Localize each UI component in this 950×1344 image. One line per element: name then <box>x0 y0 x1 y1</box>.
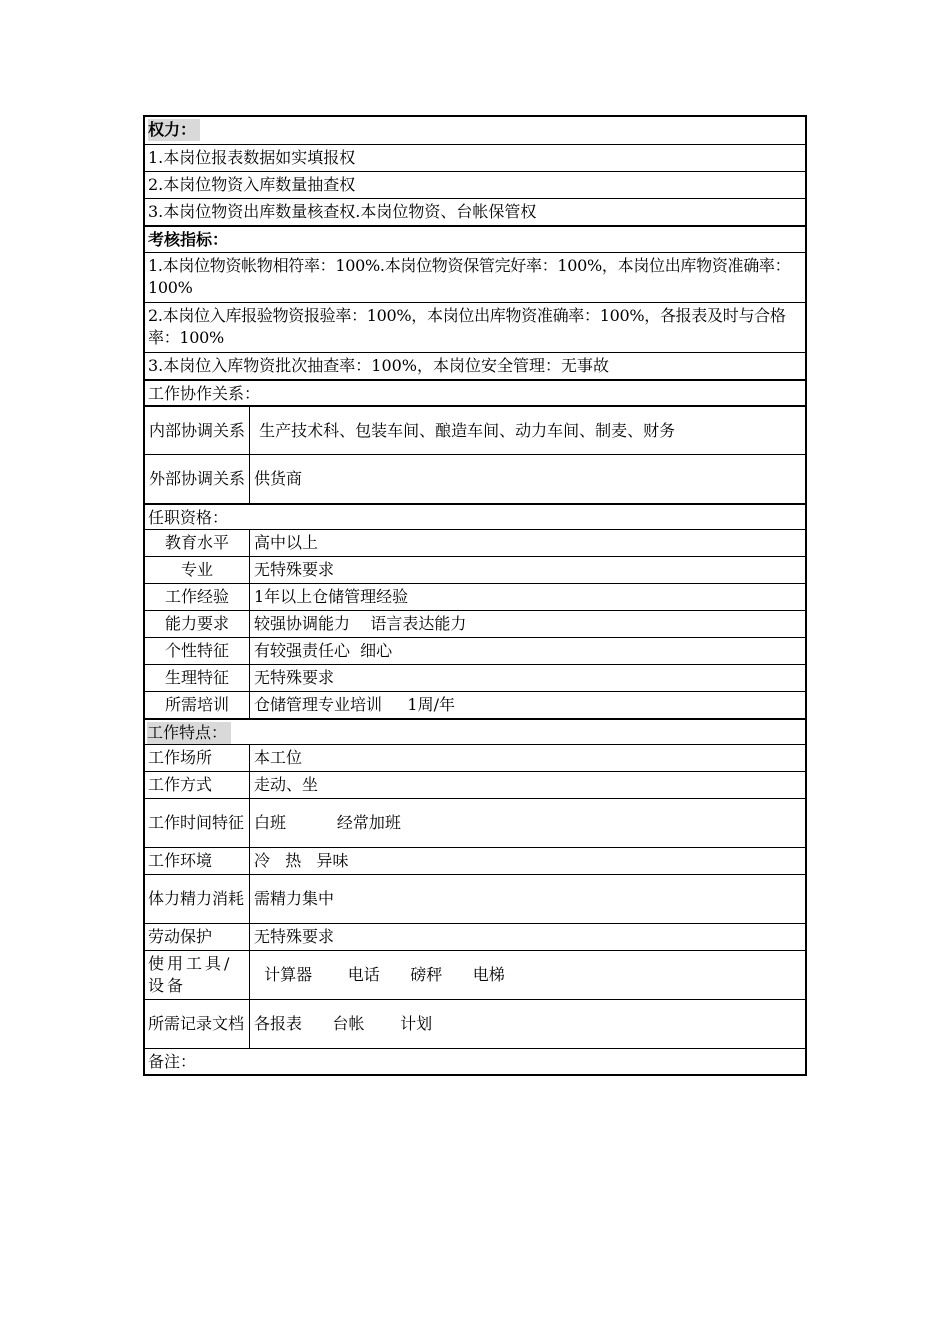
authority-header-row <box>145 117 805 144</box>
authority-item-1 <box>145 144 805 171</box>
energy-row <box>145 874 805 923</box>
authority-item-2 <box>145 171 805 198</box>
kpi-item-1 <box>145 252 805 302</box>
qualification-value: 高中以上 <box>254 533 319 552</box>
energy-value: 需精力集中 <box>254 889 335 908</box>
qualification-row <box>145 529 805 556</box>
job-description-table <box>143 115 807 1076</box>
qualification-value: 较强协调能力 语言表达能力 <box>254 614 467 633</box>
relations-title: 工作协作关系： <box>148 384 261 403</box>
work-env-value: 冷 热 异味 <box>254 851 349 870</box>
qualification-value: 无特殊要求 <box>254 668 335 687</box>
authority-title: 权力： <box>148 119 200 141</box>
qualification-row <box>145 691 805 718</box>
work-mode-value: 走动、坐 <box>254 775 319 794</box>
tools-row <box>145 950 805 999</box>
work-mode-row <box>145 771 805 798</box>
kpi-title: 考核指标： <box>148 230 229 249</box>
qualification-label: 教育水平 <box>145 530 250 556</box>
external-relations-label: 外部协调关系 <box>145 455 250 503</box>
work-env-row <box>145 847 805 874</box>
kpi-text-2: 2.本岗位入库报验物资报验率：100%，本岗位出库物资准确率：100%，各报表及时与合格率：100% <box>148 306 786 347</box>
qualification-label: 专业 <box>145 557 250 583</box>
qualification-value: 无特殊要求 <box>254 560 335 579</box>
energy-label: 体力精力消耗 <box>145 875 250 923</box>
kpi-text-1: 1.本岗位物资帐物相符率：100%.本岗位物资保管完好率：100%，本岗位出库物资准确率：100% <box>148 256 791 297</box>
qualification-label: 生理特征 <box>145 665 250 691</box>
authority-item-3 <box>145 198 805 225</box>
qualifications-header-row <box>145 503 805 529</box>
qualification-row <box>145 664 805 691</box>
internal-relations-value: 生产技术科、包装车间、酿造车间、动力车间、制麦、财务 <box>254 420 676 440</box>
remarks-title: 备注： <box>148 1052 197 1071</box>
qualification-value: 有较强责任心 细心 <box>254 641 393 660</box>
features-title: 工作特点： <box>147 722 231 744</box>
work-mode-label: 工作方式 <box>145 772 250 798</box>
features-header-row <box>145 718 805 744</box>
work-time-value: 白班 经常加班 <box>254 813 401 832</box>
qualification-value: 仓储管理专业培训 1周/年 <box>254 695 456 714</box>
qualification-label: 个性特征 <box>145 638 250 664</box>
qualifications-title: 任职资格： <box>148 508 229 527</box>
external-relations-row <box>145 454 805 503</box>
qualification-row <box>145 637 805 664</box>
protection-label: 劳动保护 <box>145 924 250 950</box>
relations-header-row <box>145 379 805 405</box>
documents-row <box>145 999 805 1048</box>
tools-value: 计算器 电话 磅秤 电梯 <box>254 965 505 984</box>
documents-label: 所需记录文档 <box>145 1000 250 1048</box>
work-env-label: 工作环境 <box>145 848 250 874</box>
remarks-row <box>145 1048 805 1074</box>
kpi-header-row <box>145 225 805 252</box>
documents-value: 各报表 台帐 计划 <box>254 1014 433 1033</box>
qualification-row <box>145 556 805 583</box>
work-place-label: 工作场所 <box>145 745 250 771</box>
work-time-label: 工作时间特征 <box>145 799 250 847</box>
protection-row <box>145 923 805 950</box>
qualification-label: 所需培训 <box>145 692 250 718</box>
qualification-value: 1年以上仓储管理经验 <box>254 587 409 606</box>
authority-text-1: 1.本岗位报表数据如实填报权 <box>148 148 356 167</box>
work-place-value: 本工位 <box>254 748 303 767</box>
qualification-label: 能力要求 <box>145 611 250 637</box>
kpi-item-2 <box>145 302 805 352</box>
qualification-label: 工作经验 <box>145 584 250 610</box>
authority-text-3: 3.本岗位物资出库数量核查权.本岗位物资、台帐保管权 <box>148 202 537 221</box>
authority-text-2: 2.本岗位物资入库数量抽查权 <box>148 175 356 194</box>
work-time-row <box>145 798 805 847</box>
qualification-row <box>145 610 805 637</box>
internal-relations-label: 内部协调关系 <box>145 407 250 454</box>
kpi-text-3: 3.本岗位入库物资批次抽查率：100%，本岗位安全管理：无事故 <box>148 356 610 375</box>
work-place-row <box>145 744 805 771</box>
protection-value: 无特殊要求 <box>254 927 335 946</box>
external-relations-value: 供货商 <box>254 469 303 488</box>
tools-label: 使用工具/设备 <box>145 951 250 999</box>
qualification-row <box>145 583 805 610</box>
kpi-item-3 <box>145 352 805 379</box>
internal-relations-row <box>145 405 805 454</box>
